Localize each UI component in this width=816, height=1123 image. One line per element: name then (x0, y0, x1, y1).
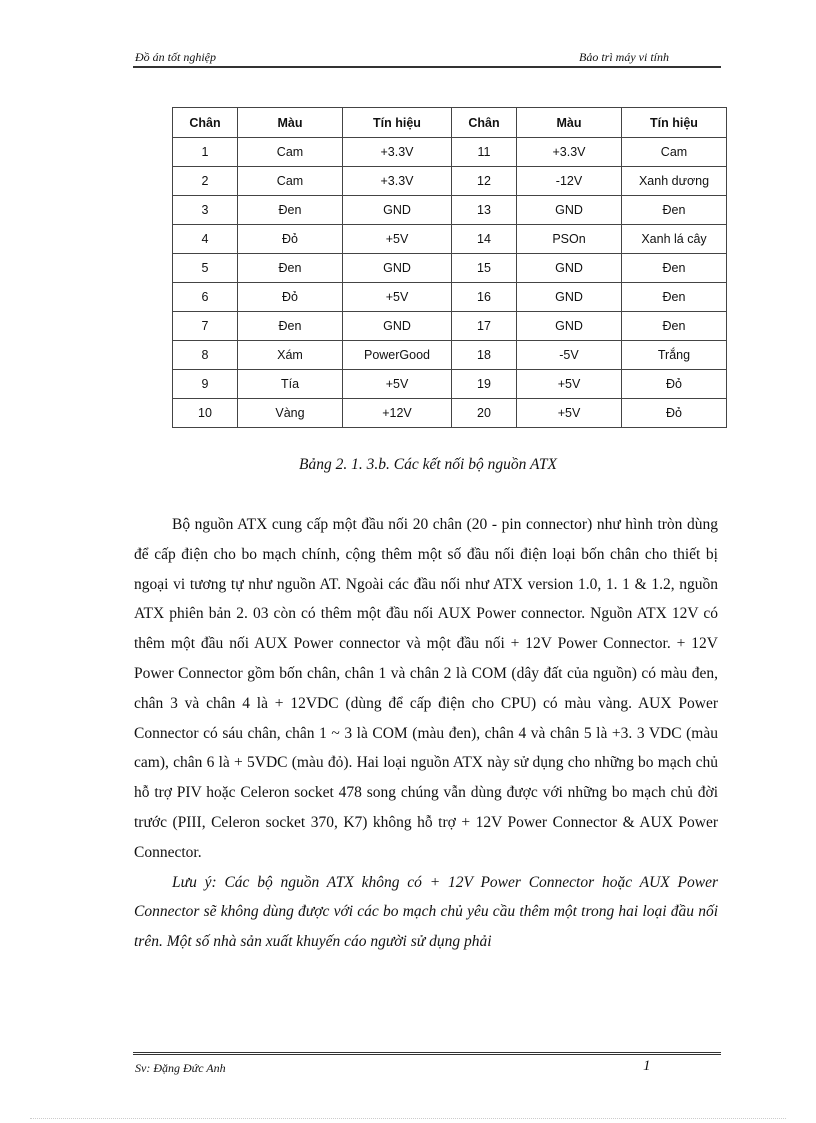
table-cell: -12V (517, 167, 622, 196)
table-cell: 15 (452, 254, 517, 283)
table-cell: GND (343, 196, 452, 225)
table-cell: GND (517, 283, 622, 312)
column-header: Màu (517, 108, 622, 138)
header-title: Đồ án tốt nghiệp (135, 50, 216, 64)
footer-author: Sv: Đặng Đức Anh (135, 1061, 226, 1075)
table-cell: GND (517, 254, 622, 283)
table-cell: Cam (622, 138, 727, 167)
table-cell: Xanh lá cây (622, 225, 727, 254)
table-cell: +3.3V (343, 138, 452, 167)
table-cell: GND (343, 254, 452, 283)
table-cell: GND (517, 312, 622, 341)
table-cell: +3.3V (343, 167, 452, 196)
table-cell: 17 (452, 312, 517, 341)
table-cell: GND (343, 312, 452, 341)
table-row (173, 341, 727, 370)
table-row (173, 370, 727, 399)
table-cell: +5V (517, 399, 622, 428)
table-cell: Đỏ (622, 370, 727, 399)
page-footer (133, 1052, 721, 1075)
table-cell: +12V (343, 399, 452, 428)
note-paragraph: Lưu ý: Các bộ nguồn ATX không có + 12V Power Connector hoặc AUX Power Connector sẽ không dùng được với các bo mạch chủ yêu cầu thêm một trong hai loại đầu nối trên. Một số nhà sản xuất khuyến cáo người sử dụng phải (134, 873, 718, 951)
table-row (173, 399, 727, 428)
body-text (134, 510, 718, 957)
table-cell: +5V (343, 225, 452, 254)
table-cell: Xanh dương (622, 167, 727, 196)
table-cell: 1 (173, 138, 238, 167)
table-row (173, 196, 727, 225)
table-cell: 13 (452, 196, 517, 225)
table-caption: Bảng 2. 1. 3.b. Các kết nối bộ nguồn ATX (299, 456, 557, 473)
table-row (173, 167, 727, 196)
table-cell: 14 (452, 225, 517, 254)
table-cell: Trắng (622, 341, 727, 370)
table-cell: +5V (343, 370, 452, 399)
table-cell: 2 (173, 167, 238, 196)
table-cell: Đỏ (238, 225, 343, 254)
table-cell: 8 (173, 341, 238, 370)
table-cell: PowerGood (343, 341, 452, 370)
column-header: Màu (238, 108, 343, 138)
table-cell: Đỏ (622, 399, 727, 428)
table-cell: 3 (173, 196, 238, 225)
table-cell: +5V (343, 283, 452, 312)
table-cell: GND (517, 196, 622, 225)
table-cell: 16 (452, 283, 517, 312)
table-row (173, 225, 727, 254)
page-number: 1 (643, 1058, 651, 1074)
paragraph: Bộ nguồn ATX cung cấp một đầu nối 20 chân (20 - pin connector) như hình tròn dùng để cấp điện cho bo mạch chính, cộng thêm một số đầu nối điện loại bốn chân cho thiết bị ngoại vi tương tự như nguồn AT. Ngoài các đầu nối như ATX version 1.0, 1. 1 & 1.2, nguồn ATX phiên bản 2. 03 còn có thêm một đầu nối AUX Power connector. Nguồn ATX 12V có thêm một đầu nối AUX Power connector và một đầu nối + 12V Power Connector. + 12V Power Connector gồm bốn chân, chân 1 và chân 2 là COM (dây đất của nguồn) có màu đen, chân 3 và chân 4 là + 12VDC (dùng để cấp điện cho CPU) có màu vàng. AUX Power Connector có sáu chân, chân 1 ~ 3 là COM (màu đen), chân 4 và chân 5 là +3. 3 VDC (màu cam), chân 6 là + 5VDC (màu đỏ). Hai loại nguồn ATX này sử dụng cho những bo mạch chủ hỗ trợ PIV hoặc Celeron socket 478 song chúng vẫn dùng được với những bo mạch chủ đời trước (PIII, Celeron socket 370, K7) không hỗ trợ + 12V Power Connector & AUX Power Connector. (134, 516, 718, 861)
table-cell: Đen (622, 254, 727, 283)
table-row (173, 283, 727, 312)
header-subject: Bảo trì máy vi tính (579, 50, 669, 64)
table-cell: Vàng (238, 399, 343, 428)
table-cell: Cam (238, 138, 343, 167)
table-cell: Đỏ (238, 283, 343, 312)
table-cell: Đen (622, 283, 727, 312)
page-header (133, 48, 721, 68)
table-cell: Xám (238, 341, 343, 370)
column-header: Tín hiệu (622, 108, 727, 138)
table-cell: 5 (173, 254, 238, 283)
table-cell: 10 (173, 399, 238, 428)
table-cell: Đen (622, 196, 727, 225)
column-header: Tín hiệu (343, 108, 452, 138)
table-header-row (173, 108, 727, 138)
table-cell: +5V (517, 370, 622, 399)
table-cell: Cam (238, 167, 343, 196)
table-cell: 18 (452, 341, 517, 370)
table-cell: Đen (238, 196, 343, 225)
table-cell: +3.3V (517, 138, 622, 167)
table-row (173, 254, 727, 283)
table-row (173, 138, 727, 167)
table-cell: Đen (238, 254, 343, 283)
table-cell: 20 (452, 399, 517, 428)
atx-pin-table (172, 107, 727, 428)
table-cell: Tía (238, 370, 343, 399)
table-cell: Đen (238, 312, 343, 341)
table-row (173, 312, 727, 341)
page-edge-divider (30, 1118, 786, 1119)
table-cell: 11 (452, 138, 517, 167)
column-header: Chân (173, 108, 238, 138)
table-cell: 7 (173, 312, 238, 341)
table-cell: 6 (173, 283, 238, 312)
table-cell: 19 (452, 370, 517, 399)
table-cell: 12 (452, 167, 517, 196)
table-cell: 9 (173, 370, 238, 399)
table-cell: -5V (517, 341, 622, 370)
table-cell: PSOn (517, 225, 622, 254)
table-cell: 4 (173, 225, 238, 254)
column-header: Chân (452, 108, 517, 138)
table-cell: Đen (622, 312, 727, 341)
